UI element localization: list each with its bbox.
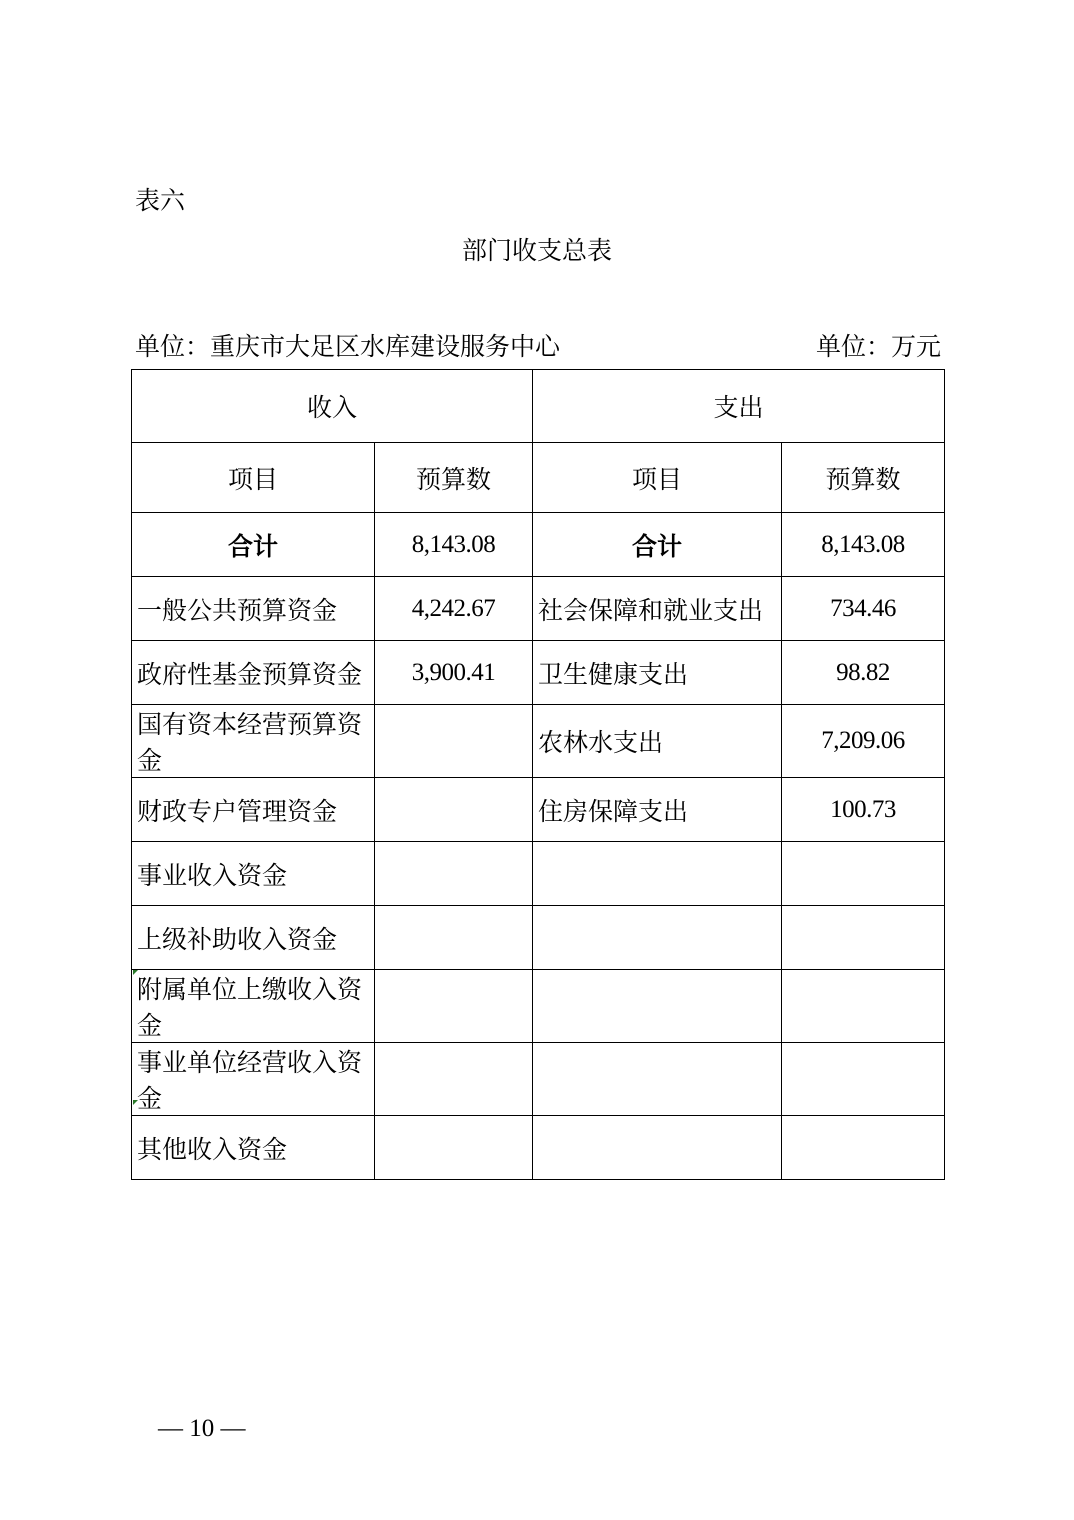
unit-organization: 单位：重庆市大足区水库建设服务中心 — [135, 332, 561, 361]
income-item: 一般公共预算资金 — [132, 577, 375, 641]
expense-value — [782, 1116, 945, 1180]
expense-item — [533, 1043, 782, 1116]
table-row — [132, 1116, 945, 1180]
budget-table — [131, 369, 945, 1180]
table-row — [132, 705, 945, 778]
income-value — [375, 778, 533, 842]
total-row — [132, 513, 945, 577]
table-row — [132, 906, 945, 970]
document-title: 部门收支总表 — [461, 236, 612, 265]
income-value — [375, 705, 533, 778]
income-item: 政府性基金预算资金 — [132, 641, 375, 705]
table-label: 表六 — [135, 186, 186, 215]
income-value — [375, 970, 533, 1043]
income-item: 事业收入资金 — [132, 842, 375, 906]
expense-item — [533, 906, 782, 970]
income-header: 收入 — [132, 370, 533, 443]
table-row — [132, 641, 945, 705]
expense-item — [533, 970, 782, 1043]
income-value — [375, 842, 533, 906]
expense-item: 卫生健康支出 — [533, 641, 782, 705]
expense-value — [782, 1043, 945, 1116]
table-header-row — [132, 370, 945, 443]
expense-value — [782, 906, 945, 970]
expense-value: 7,209.06 — [782, 705, 945, 778]
expense-value: 98.82 — [782, 641, 945, 705]
income-item: 财政专户管理资金 — [132, 778, 375, 842]
table-row — [132, 778, 945, 842]
expense-value: 734.46 — [782, 577, 945, 641]
income-item: 合计 — [132, 513, 375, 577]
expense-item-header: 项目 — [533, 443, 782, 513]
cell-marker-icon — [133, 1100, 138, 1105]
income-value: 8,143.08 — [375, 513, 533, 577]
cell-marker-icon — [133, 970, 138, 975]
income-item: 附属单位上缴收入资金 — [132, 970, 375, 1043]
page-number: — 10 — — [158, 1415, 246, 1442]
unit-currency: 单位：万元 — [815, 332, 941, 361]
table-subheader-row — [132, 443, 945, 513]
expense-value — [782, 842, 945, 906]
expense-item: 合计 — [533, 513, 782, 577]
expense-item: 住房保障支出 — [533, 778, 782, 842]
table-row — [132, 1043, 945, 1116]
expense-item — [533, 1116, 782, 1180]
income-value: 3,900.41 — [375, 641, 533, 705]
income-item: 上级补助收入资金 — [132, 906, 375, 970]
expense-value: 100.73 — [782, 778, 945, 842]
income-item: 事业单位经营收入资金 — [132, 1043, 375, 1116]
income-value — [375, 1043, 533, 1116]
income-value — [375, 906, 533, 970]
expense-item — [533, 842, 782, 906]
expense-value — [782, 970, 945, 1043]
table-row — [132, 842, 945, 906]
expense-value: 8,143.08 — [782, 513, 945, 577]
expense-header: 支出 — [533, 370, 945, 443]
table-row — [132, 577, 945, 641]
income-budget-header: 预算数 — [375, 443, 533, 513]
income-value — [375, 1116, 533, 1180]
income-item: 国有资本经营预算资金 — [132, 705, 375, 778]
expense-budget-header: 预算数 — [782, 443, 945, 513]
income-value: 4,242.67 — [375, 577, 533, 641]
income-item-header: 项目 — [132, 443, 375, 513]
table-row — [132, 970, 945, 1043]
expense-item: 农林水支出 — [533, 705, 782, 778]
income-item: 其他收入资金 — [132, 1116, 375, 1180]
expense-item: 社会保障和就业支出 — [533, 577, 782, 641]
